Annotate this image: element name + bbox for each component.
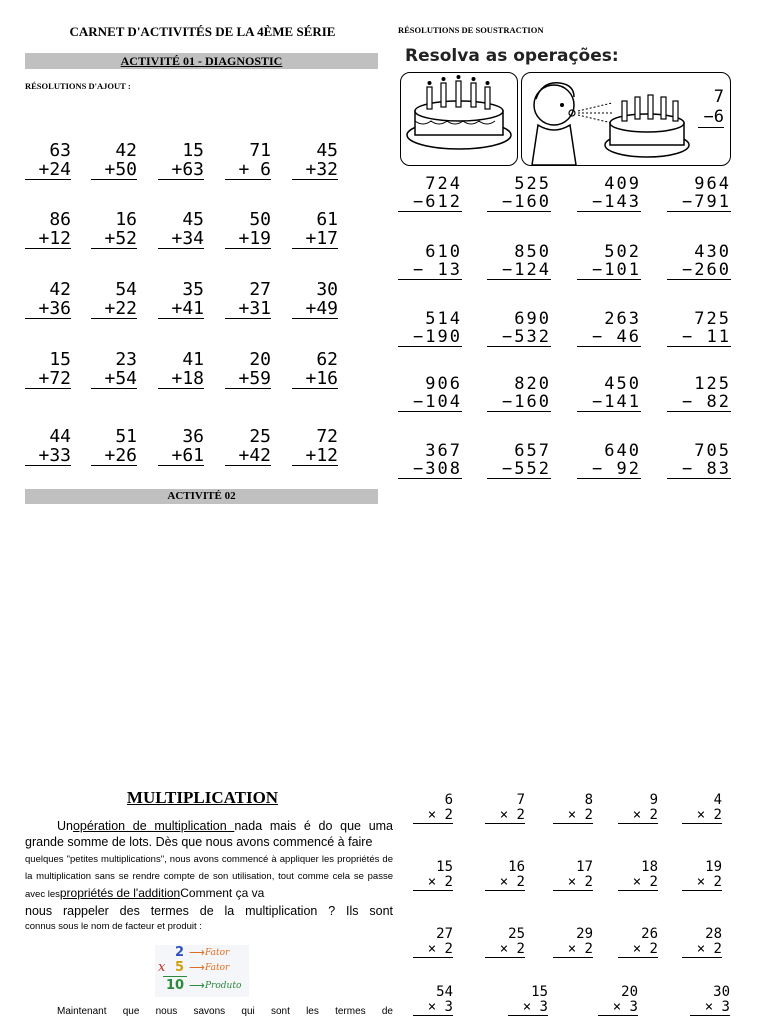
operand-bottom: × 2 <box>618 875 658 891</box>
operand-bottom: +59 <box>225 369 271 389</box>
operand-bottom: + 6 <box>225 160 271 180</box>
operand-top: 20 <box>249 349 271 370</box>
operand-bottom: +63 <box>158 160 204 180</box>
operand-bottom: − 13 <box>398 261 462 280</box>
addition-problem <box>91 350 137 389</box>
operand-top: 86 <box>49 209 71 230</box>
operand-top: 690 <box>514 309 551 329</box>
operand-top: 36 <box>182 426 204 447</box>
operand-top: 15 <box>531 984 548 1000</box>
addition-problem <box>292 427 338 466</box>
operand-top: 850 <box>514 242 551 262</box>
subtraction-problem <box>487 442 551 479</box>
operand-top: 502 <box>604 242 641 262</box>
multiplication-paragraph-2 <box>25 851 393 903</box>
operand-top: 263 <box>604 309 641 329</box>
cake-illustration-1 <box>400 72 518 166</box>
addition-problem <box>292 280 338 319</box>
addition-problem <box>25 210 71 249</box>
operand-top: 640 <box>604 441 641 461</box>
multiplication-problem <box>553 793 593 824</box>
document-title: CARNET D'ACTIVITÉS DE LA 4ÈME SÉRIE <box>69 24 336 39</box>
operand-top: 62 <box>316 349 338 370</box>
para1-rest: nada mais é do que uma grande somme de lots. Dès que nous avons commencé à faire <box>25 819 394 849</box>
times-sign: x <box>158 960 166 975</box>
operand-top: 964 <box>694 174 731 194</box>
operand-top: 72 <box>316 426 338 447</box>
addition-problem <box>158 350 204 389</box>
addition-problem <box>292 350 338 389</box>
operand-bottom: × 2 <box>413 875 453 891</box>
operand-top: 63 <box>49 140 71 161</box>
multiplication-problem <box>485 927 525 958</box>
operand-top: 25 <box>249 426 271 447</box>
para2-text: quelques "petites multiplications", nous avons commencé à appliquer les propriétés de la multiplication sans se rendre compte de son utilisation, tout comme cela se passe avec les <box>25 854 393 900</box>
operand-bottom: × 2 <box>553 808 593 824</box>
operand-top: 61 <box>316 209 338 230</box>
operand-bottom: +18 <box>158 369 204 389</box>
addition-problem <box>225 280 271 319</box>
operand-top: 42 <box>49 279 71 300</box>
addition-problem <box>158 427 204 466</box>
birthday-cake-icon <box>401 73 517 165</box>
addition-label: RÉSOLUTIONS D'AJOUT : <box>25 81 131 91</box>
operand-bottom: × 2 <box>553 875 593 891</box>
operand-bottom: × 2 <box>485 942 525 958</box>
subtraction-problem <box>487 175 551 212</box>
subtraction-problem <box>667 243 731 280</box>
operand-bottom: +32 <box>292 160 338 180</box>
operand-bottom: +12 <box>25 229 71 249</box>
factor-1: 2 <box>175 945 185 960</box>
operand-bottom: +26 <box>91 446 137 466</box>
operand-bottom: +50 <box>91 160 137 180</box>
operand-bottom: +52 <box>91 229 137 249</box>
subtraction-problem <box>398 175 462 212</box>
addition-problem <box>25 141 71 180</box>
operand-bottom: × 3 <box>598 1000 638 1016</box>
operand-top: 514 <box>425 309 462 329</box>
operand-bottom: −141 <box>577 393 641 412</box>
multiplication-paragraph-1 <box>25 818 393 850</box>
multiplication-problem <box>682 793 722 824</box>
operand-top: 820 <box>514 374 551 394</box>
operand-top: 44 <box>49 426 71 447</box>
operand-bottom: +31 <box>225 299 271 319</box>
para1-start: Un <box>57 819 73 833</box>
operand-top: 724 <box>425 174 462 194</box>
factor-2: 5 <box>175 960 185 975</box>
operand-top: 657 <box>514 441 551 461</box>
multiplication-problem <box>485 860 525 891</box>
arrow-icon: ⟶ <box>189 962 205 974</box>
subtraction-problem <box>577 442 641 479</box>
arrow-icon: ⟶ <box>189 947 205 959</box>
example-top: 7 <box>713 87 724 107</box>
addition-problem <box>225 141 271 180</box>
subtraction-problem <box>667 375 731 412</box>
subtraction-problem <box>667 175 731 212</box>
subtraction-problem <box>487 310 551 347</box>
operand-bottom: −160 <box>487 393 551 412</box>
operand-bottom: −532 <box>487 328 551 347</box>
subtraction-problem <box>487 243 551 280</box>
activity-1-bar <box>25 53 378 69</box>
operand-bottom: −104 <box>398 393 462 412</box>
multiplication-problem <box>485 793 525 824</box>
cake-illustration-2 <box>521 72 731 166</box>
multiplication-problem <box>682 927 722 958</box>
operand-bottom: × 2 <box>682 808 722 824</box>
operand-top: 71 <box>249 140 271 161</box>
operand-top: 18 <box>641 859 658 875</box>
operand-bottom: −612 <box>398 193 462 212</box>
operand-top: 725 <box>694 309 731 329</box>
product: 10 <box>166 978 185 993</box>
operand-bottom: −791 <box>667 193 731 212</box>
operand-bottom: +49 <box>292 299 338 319</box>
multiplication-problem <box>508 985 548 1016</box>
operand-bottom: −143 <box>577 193 641 212</box>
operand-top: 50 <box>249 209 271 230</box>
multiplication-problem <box>598 985 638 1016</box>
diagram-rule <box>163 976 187 977</box>
operand-bottom: +17 <box>292 229 338 249</box>
operand-top: 30 <box>713 984 730 1000</box>
operand-bottom: +16 <box>292 369 338 389</box>
operand-top: 25 <box>508 926 525 942</box>
operand-bottom: − 92 <box>577 460 641 479</box>
multiplication-paragraph-5: Maintenant que nous savons qui sont les termes de <box>57 1006 393 1017</box>
operand-bottom: +12 <box>292 446 338 466</box>
operand-bottom: × 2 <box>682 875 722 891</box>
multiplication-paragraph-3: nous rappeler des termes de la multiplication ? Ils sont <box>25 904 393 918</box>
operand-bottom: −160 <box>487 193 551 212</box>
multiplication-problem <box>553 860 593 891</box>
operand-bottom: × 2 <box>553 942 593 958</box>
operand-bottom: − 11 <box>667 328 731 347</box>
fator-label-1: Fator <box>205 948 230 958</box>
subtraction-problem <box>577 375 641 412</box>
operand-top: 705 <box>694 441 731 461</box>
operand-bottom: +41 <box>158 299 204 319</box>
operand-bottom: +42 <box>225 446 271 466</box>
addition-problem <box>225 350 271 389</box>
operand-bottom: −190 <box>398 328 462 347</box>
multiplication-problem <box>690 985 730 1016</box>
operand-bottom: × 2 <box>618 808 658 824</box>
operand-top: 23 <box>115 349 137 370</box>
addition-problem <box>225 210 271 249</box>
para2-rest: Comment ça va <box>180 886 265 900</box>
subtraction-problem <box>577 310 641 347</box>
operand-bottom: × 3 <box>690 1000 730 1016</box>
operand-top: 19 <box>705 859 722 875</box>
multiplication-problem <box>413 860 453 891</box>
activity-2-bar: ACTIVITÉ 02 <box>25 489 378 504</box>
example-bottom: −6 <box>698 107 724 128</box>
example-operation <box>698 87 724 128</box>
operand-top: 54 <box>436 984 453 1000</box>
operand-top: 51 <box>115 426 137 447</box>
operand-bottom: +54 <box>91 369 137 389</box>
operand-top: 26 <box>641 926 658 942</box>
operand-top: 450 <box>604 374 641 394</box>
produto-label: Produto <box>205 981 242 991</box>
subtraction-problem <box>577 175 641 212</box>
operand-bottom: +34 <box>158 229 204 249</box>
arrow-icon: ⟶ <box>189 980 205 992</box>
operand-top: 15 <box>182 140 204 161</box>
multiplication-problem <box>413 793 453 824</box>
operand-bottom: − 46 <box>577 328 641 347</box>
operand-bottom: × 2 <box>682 942 722 958</box>
addition-problem <box>158 280 204 319</box>
operand-top: 27 <box>436 926 453 942</box>
subtraction-problem <box>487 375 551 412</box>
operand-top: 409 <box>604 174 641 194</box>
operand-top: 15 <box>436 859 453 875</box>
operand-top: 610 <box>425 242 462 262</box>
operand-top: 6 <box>444 792 453 808</box>
subtraction-problem <box>667 442 731 479</box>
operand-bottom: −124 <box>487 261 551 280</box>
multiplication-problem <box>618 793 658 824</box>
addition-properties-link[interactable]: propriétés de l'addition <box>59 886 181 900</box>
operand-top: 54 <box>115 279 137 300</box>
operand-bottom: +72 <box>25 369 71 389</box>
operand-top: 8 <box>584 792 593 808</box>
multiplication-operation-link[interactable]: opération de multiplication <box>72 819 235 833</box>
multiplication-problem <box>682 860 722 891</box>
multiplication-problem <box>618 927 658 958</box>
operand-top: 16 <box>115 209 137 230</box>
operand-top: 20 <box>621 984 638 1000</box>
operand-bottom: +36 <box>25 299 71 319</box>
subtraction-problem <box>398 243 462 280</box>
addition-problem <box>91 141 137 180</box>
addition-problem <box>91 280 137 319</box>
operand-top: 30 <box>316 279 338 300</box>
multiplication-paragraph-4: connus sous le nom de facteur et produit : <box>25 921 202 932</box>
addition-problem <box>91 427 137 466</box>
operand-bottom: +24 <box>25 160 71 180</box>
operand-top: 42 <box>115 140 137 161</box>
operand-top: 15 <box>49 349 71 370</box>
boy-blowing-candles-icon <box>522 73 692 165</box>
addition-problem <box>158 141 204 180</box>
addition-problem <box>25 280 71 319</box>
operand-top: 27 <box>249 279 271 300</box>
operand-bottom: −552 <box>487 460 551 479</box>
operand-bottom: − 82 <box>667 393 731 412</box>
subtraction-heading: Resolva as operações: <box>405 46 619 66</box>
fator-label-2: Fator <box>205 963 230 973</box>
operand-bottom: × 2 <box>485 808 525 824</box>
operand-top: 28 <box>705 926 722 942</box>
operand-top: 29 <box>576 926 593 942</box>
multiplication-problem <box>413 927 453 958</box>
operand-top: 4 <box>713 792 722 808</box>
addition-problem <box>292 141 338 180</box>
operand-bottom: +61 <box>158 446 204 466</box>
operand-bottom: × 2 <box>618 942 658 958</box>
addition-problem <box>25 427 71 466</box>
operand-bottom: × 2 <box>485 875 525 891</box>
operand-top: 367 <box>425 441 462 461</box>
addition-problem <box>158 210 204 249</box>
operand-top: 125 <box>694 374 731 394</box>
subtraction-problem <box>398 375 462 412</box>
subtraction-problem <box>398 310 462 347</box>
operand-top: 17 <box>576 859 593 875</box>
operand-bottom: × 2 <box>413 942 453 958</box>
operand-bottom: −101 <box>577 261 641 280</box>
operand-top: 9 <box>649 792 658 808</box>
subtraction-problem <box>577 243 641 280</box>
operand-bottom: × 2 <box>413 808 453 824</box>
operand-bottom: +19 <box>225 229 271 249</box>
operand-bottom: −260 <box>667 261 731 280</box>
operand-top: 16 <box>508 859 525 875</box>
operand-top: 35 <box>182 279 204 300</box>
multiplication-title: MULTIPLICATION <box>126 788 279 807</box>
addition-problem <box>91 210 137 249</box>
operand-bottom: −308 <box>398 460 462 479</box>
multiplication-problem <box>413 985 453 1016</box>
operand-top: 430 <box>694 242 731 262</box>
operand-top: 45 <box>316 140 338 161</box>
addition-problem <box>25 350 71 389</box>
addition-problem <box>225 427 271 466</box>
addition-problem <box>292 210 338 249</box>
factor-product-diagram <box>155 945 249 997</box>
subtraction-label: RÉSOLUTIONS DE SOUSTRACTION <box>398 25 544 35</box>
subtraction-problem <box>398 442 462 479</box>
operand-bottom: × 3 <box>413 1000 453 1016</box>
operand-top: 525 <box>514 174 551 194</box>
operand-bottom: +22 <box>91 299 137 319</box>
multiplication-problem <box>553 927 593 958</box>
operand-bottom: − 83 <box>667 460 731 479</box>
operand-top: 45 <box>182 209 204 230</box>
operand-bottom: × 3 <box>508 1000 548 1016</box>
subtraction-problem <box>667 310 731 347</box>
operand-top: 7 <box>516 792 525 808</box>
activity-1-title: ACTIVITÉ 01 - DIAGNOSTIC <box>120 54 283 68</box>
multiplication-problem <box>618 860 658 891</box>
operand-top: 906 <box>425 374 462 394</box>
operand-top: 41 <box>182 349 204 370</box>
operand-bottom: +33 <box>25 446 71 466</box>
